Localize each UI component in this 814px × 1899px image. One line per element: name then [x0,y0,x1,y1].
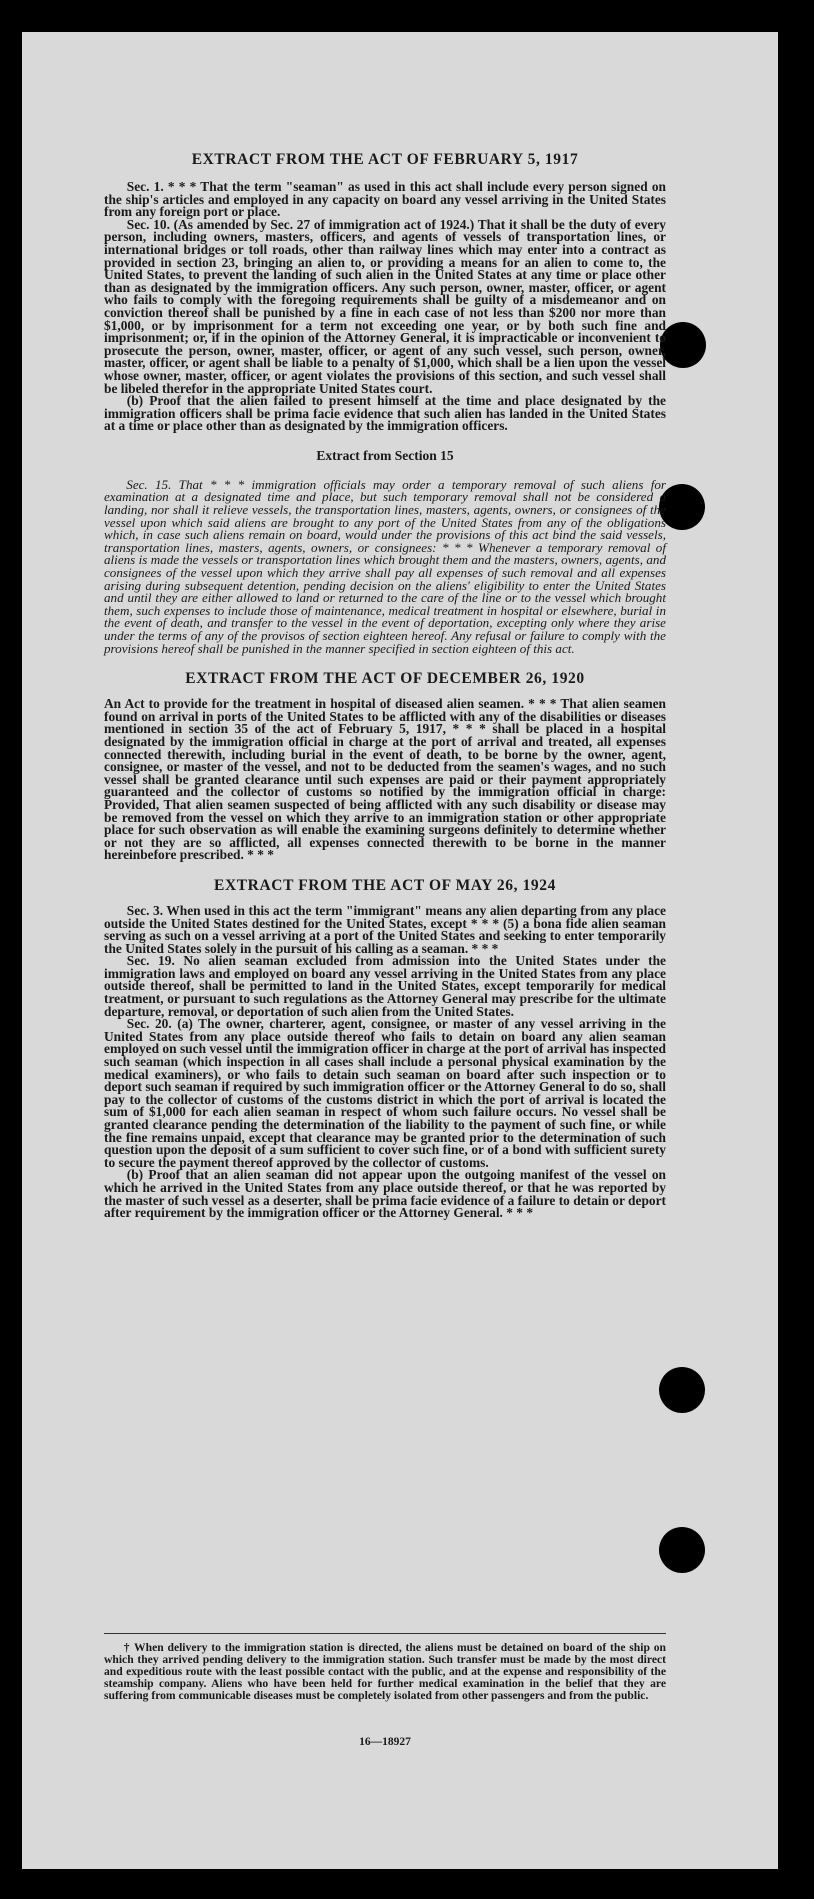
heading-act-1917: EXTRACT FROM THE ACT OF FEBRUARY 5, 1917 [191,151,579,168]
heading-act-1924: EXTRACT FROM THE ACT OF MAY 26, 1924 [214,876,556,894]
paragraph-sec-20-a: Sec. 20. (a) The owner, charterer, agent, consignee, or master of any vessel arriving in the United States from any place outside thereof who fails to detain on board any alien seaman employed on such vessel until the immigration officer in charge at the port of arrival has inspected such seaman (which inspection in all cases shall include a personal physical examination by the medical examiners), or who fails to detain such seaman on board after such inspection or to deport such seaman if required by such immigration officer or the Attorney General to do so, shall pay to the collector of customs of the customs district in which the port of arrival is located the sum of $1,000 for each alien seaman in respect of whom such failure occurs. No vessel shall be granted clearance pending the determination of the liability to the payment of such fine, or while the fine remains unpaid, except that clearance may be granted prior to the determination of such question upon the deposit of a sum sufficient to cover such fine, or of a bond with sufficient surety to secure the payment thereof approved by the collector of customs. [104,1016,666,1170]
paragraph-sec-3: Sec. 3. When used in this act the term "immigrant" means any alien departing from any place outside the United States destined for the United States, except * * * (5) a bona fide alien seaman serving as such on a vessel arriving at a port of the United States and seeking to enter temporarily the United States solely in the pursuit of his calling as a seaman. * * * [104,902,666,956]
paragraph-sec-20-b: (b) Proof that an alien seaman did not appear upon the outgoing manifest of the vessel on which he arrived in the United States from any place outside thereof, or that he was reported by the master of such vessel as a deserter, shall be prima facie evidence of a failure to detain or deport after requirement by the immigration officer or the Attorney General. * * * [104,1167,666,1221]
punch-hole-3 [659,1367,705,1413]
heading-act-1920: EXTRACT FROM THE ACT OF DECEMBER 26, 1920 [185,670,585,688]
paragraph-sec-15: Sec. 15. That * * * immigration officials may order a temporary removal of such aliens for examination at a designated time and place, but such temporary removal shall not be considered a landing, nor shall it relieve vessels, the transportation lines, masters, agents, owners, or consignees of the vessel upon which said aliens are brought to any port of the United States from any of the obligations which, in case such aliens remain on board, would under the provisions of this act bind the said vessels, transportation lines, masters, agents, owners, or consignees: * * * Whenever a temporary removal of aliens is made the vessels or transportation lines which brought them and the masters, owners, agents, and consignees of the vessel upon which they arrive shall pay all expenses of such removal and all expenses arising during subsequent detention, pending decision on the aliens' eligibility to enter the United States and until they are either allowed to land or returned to the care of the line or to the vessel which brought them, such expenses to include those of maintenance, medical treatment in hospital or elsewhere, burial in the event of death, and transfer to the vessel in the event of deportation, excepting only where they arise under the terms of any of the provisos of section eighteen hereof. Any refusal or failure to comply with the provisions hereof shall be punished in the manner specified in section eighteen of this act. [104,476,666,656]
paragraph-sec-10-b: (b) Proof that the alien failed to present himself at the time and place designated by the immigration officers shall be prima facie evidence that such alien has landed in the United States at a time or place other than as designated by the immigration officers. [104,393,666,434]
document-body [104,150,666,1220]
footnote [104,1633,666,1702]
paragraph-sec-10: Sec. 10. (As amended by Sec. 27 of immigration act of 1924.) That it shall be the duty of every person, including owners, masters, officers, and agents of vessels of transportation lines, or international bridges or toll roads, other than railway lines which may enter into a contract as provided in section 23, bringing an alien to, or providing a means for an alien to come to, the United States, to prevent the landing of such alien in the United States at any time or place other than as designated by the immigration officers. Any such person, owner, master, officer, or agent who fails to comply with the foregoing requirements shall be guilty of a misdemeanor and on conviction thereof shall be punished by a fine in each case of not less than $200 nor more than $1,000, or by imprisonment for a term not exceeding one year, or by both such fine and imprisonment; or, if in the opinion of the Attorney General, it is impracticable or inconvenient to prosecute the person, owner, master, officer, or agent of any such vessel, such person, owner, master, officer, or agent shall be liable to a penalty of $1,000, which shall be a lien upon the vessel whose owner, master, officer, or agent violates the provisions of this section, and such vessel shall be libeled therefor in the appropriate United States court. [104,216,666,396]
heading-section-15: Extract from Section 15 [316,447,454,463]
paragraph-sec-1: Sec. 1. * * * That the term "seaman" as used in this act shall include every person signed on the ship's articles and employed in any capacity on board any vessel arriving in the United States from any foreign port or place. [104,179,666,220]
footnote-text: † When delivery to the immigration station is directed, the aliens must be detained on board of the ship on which they arrived pending delivery to the immigration station. Such transfer must be made by the most direct and expeditious route with the least possible contact with the public, and at the expense and responsibility of the steamship company. Aliens who have been held for further medical examination in the belief that they are suffering from communicable diseases must be completely isolated from other passengers and from the public. [104,1641,666,1702]
page-number: 16—18927 [359,1736,411,1748]
paragraph-sec-19: Sec. 19. No alien seaman excluded from admission into the United States under the immigration laws and employed on board any vessel arriving in the United States from any place outside thereof, shall be permitted to land in the United States, except temporarily for medical treatment, or pursuant to such regulations as the Attorney General may prescribe for the ultimate departure, removal, or deportation of such alien from the United States. [104,953,666,1019]
paragraph-act-1920: An Act to provide for the treatment in hospital of diseased alien seamen. * * * That alien seamen found on arrival in ports of the United States to be afflicted with any of the disabilities or diseases mentioned in section 35 of the act of February 5, 1917, * * * shall be placed in a hospital designated by the immigration official in charge at the port of arrival and treated, all expenses connected therewith, including burial in the event of death, to be borne by the owner, agent, consignee, or master of the vessel, and not to be deducted from the seamen's wages, and no such vessel shall be granted clearance until such expenses are paid or their payment appropriately guaranteed and the collector of customs so notified by the immigration official in charge: Provided, That alien seamen suspected of being afflicted with any such disability or disease may be removed from the vessel on which they arrive to an immigration station or other appropriate place for such observation as will enable the examining surgeons definitely to determine whether or not they are so afflicted, all expenses connected therewith to be borne in the manner hereinbefore prescribed. * * * [104,696,666,863]
punch-hole-4 [659,1527,705,1573]
punch-hole-1 [660,322,706,368]
